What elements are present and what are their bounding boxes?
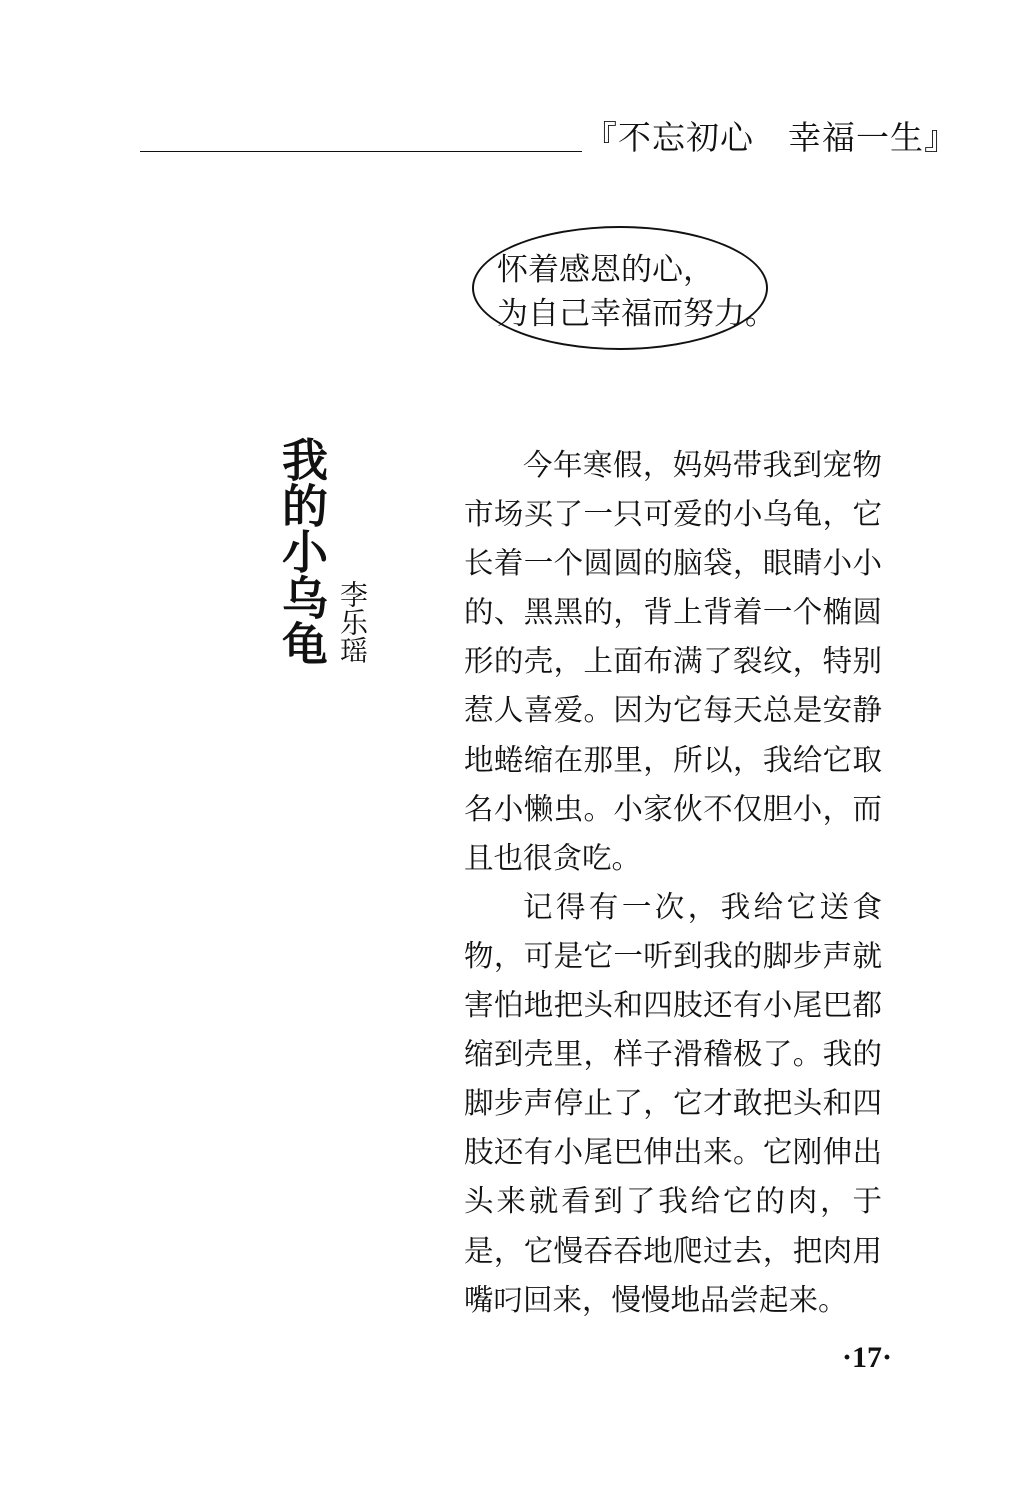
article-title: 我的小乌龟 [275,436,329,666]
paragraph: 记得有一次，我给它送食物，可是它一听到我的脚步声就害怕地把头和四肢还有小尾巴都缩到壳里，样子滑稽极了。我的脚步声停止了，它才敢把头和四肢还有小尾巴伸出来。它刚伸出头来就看到了我给它的肉，于是，它慢吞吞地爬过去，把肉用嘴叼回来，慢慢地品尝起来。 [464,889,882,1317]
paragraph: 今年寒假，妈妈带我到宠物市场买了一只可爱的小乌龟，它长着一个圆圆的脑袋，眼睛小小的、黑黑的，背上背着一个椭圆形的壳，上面布满了裂纹，特别惹人喜爱。因为它每天总是安静地蜷缩在那里，所以，我给它取名小懒虫。小家伙不仅胆小，而且也很贪吃。 [464,448,882,875]
bubble-line-1: 怀着感恩的心， [497,252,714,288]
article-author: 李乐瑶 [336,580,369,664]
running-header: 『不忘初心 幸福一生』 [584,118,958,157]
bubble-text [497,248,777,336]
bubble-line-2: 为自己幸福而努力。 [497,296,776,332]
page-number: ·17· [841,1341,892,1374]
header-rule [140,151,582,152]
article-body [464,441,882,1325]
